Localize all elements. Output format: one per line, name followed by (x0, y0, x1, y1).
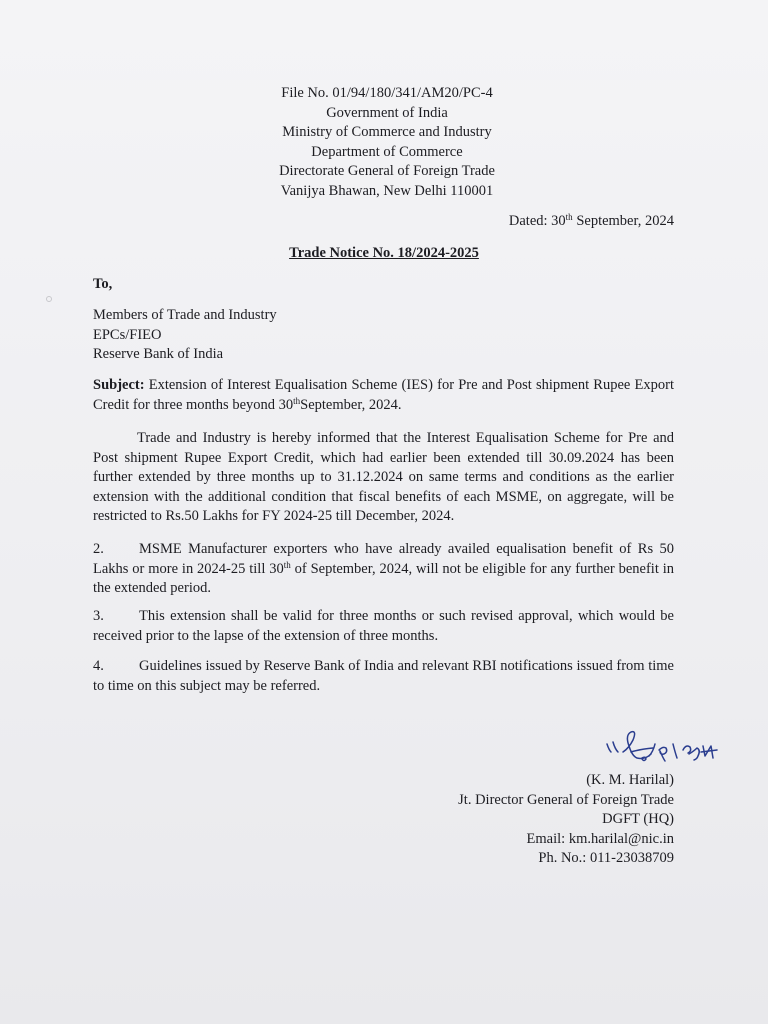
signatory-name: (K. M. Harilal) (586, 772, 674, 788)
paragraph-1: Trade and Industry is hereby informed that the Interest Equalisation Scheme for Pre and Post shipment Rupee Export Credit, which had earlier been extended till 30.09.2024 has been further extended by three months up to 31.12.2024 on same terms and conditions as the earlier extension with the additional condition that fiscal benefits of each MSME, on aggregate, will be restricted to Rs.50 Lakhs for FY 2024-25 till December, 2024. (93, 430, 674, 524)
header-line-2: Ministry of Commerce and Industry (282, 124, 492, 140)
recipient: EPCs/FIEO (93, 326, 162, 343)
subject-label: Subject: (93, 377, 145, 393)
header-line-4: Directorate General of Foreign Trade (279, 163, 495, 179)
signatory-designation: Jt. Director General of Foreign Trade (458, 791, 674, 808)
signatory-block (458, 771, 674, 869)
recipient: Members of Trade and Industry (93, 307, 277, 323)
letterhead (0, 84, 768, 201)
paragraph-2: 2. MSME Manufacturer exporters who have already availed equalisation benefit of Rs 50 Lakhs or more in 2024-25 till 30th of September, 2024, will not be eligible for any further benefit in the extended period. (93, 541, 674, 596)
notice-title: Trade Notice No. 18/2024-2025 (289, 245, 479, 261)
punch-mark (46, 296, 52, 302)
signatory-email: Email: km.harilal@nic.in (526, 830, 674, 847)
file-number: File No. 01/94/180/341/AM20/PC-4 (281, 85, 493, 101)
handwritten-signature (597, 722, 737, 772)
header-line-3: Department of Commerce (311, 143, 463, 160)
paragraph-4: 4. Guidelines issued by Reserve Bank of India and relevant RBI notifications issued from time to time on this subject may be referred. (93, 658, 674, 694)
paragraph-3: 3. This extension shall be valid for three months or such revised approval, which would be received prior to the lapse of the extension of three months. (93, 608, 674, 644)
subject: Subject: Extension of Interest Equalisation Scheme (IES) for Pre and Post shipment Rupee Export Credit for three months beyond 30thSeptember, 2024. (93, 377, 674, 413)
header-line-1: Government of India (326, 104, 448, 121)
signatory-office: DGFT (HQ) (602, 811, 674, 827)
recipient: Reserve Bank of India (93, 346, 224, 362)
salutation: To, (93, 276, 113, 292)
signatory-phone: Ph. No.: 011-23038709 (538, 850, 674, 866)
recipients-list (93, 306, 277, 365)
header-line-5: Vanijya Bhawan, New Delhi 110001 (280, 182, 494, 199)
date-line: Dated: 30th September, 2024 (508, 212, 674, 229)
